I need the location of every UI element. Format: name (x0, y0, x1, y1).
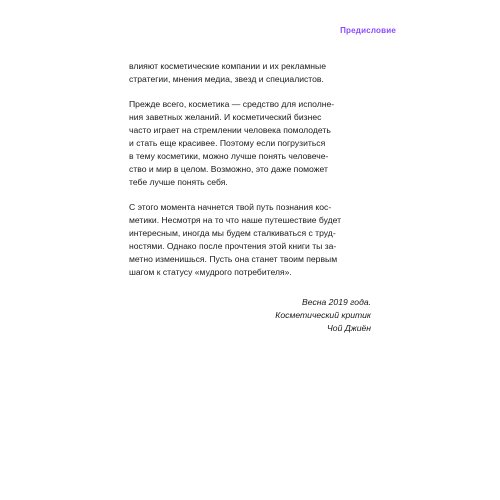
text-line: интересным, иногда мы будем сталкиваться с труд- (129, 228, 336, 238)
running-header: Предисловие (340, 26, 396, 35)
text-line: ностями. Однако после прочтения этой книги ты за- (129, 241, 337, 251)
text-line: ния заветных желаний. И косметический бизнес (129, 112, 322, 122)
text-line: Прежде всего, косметика — средство для исполне- (129, 99, 335, 109)
text-line: стратегии, мнения медиа, звезд и специалистов. (129, 74, 324, 84)
text-line: и стать еще красивее. Поэтому если погрузиться (129, 138, 326, 148)
text-line: метно изменишься. Пусть она станет твоим первым (129, 254, 338, 264)
text-line: влияют косметические компании и их рекламные (129, 61, 326, 71)
text-line: тебе лучше понять себя. (129, 177, 228, 187)
paragraph (129, 98, 371, 189)
body-text (129, 60, 371, 291)
paragraph (129, 60, 371, 86)
signature (275, 296, 371, 335)
text-line: ство и мир в целом. Возможно, это даже поможет (129, 164, 328, 174)
signature-date: Весна 2019 года. (302, 297, 371, 307)
signature-role: Косметический критик (275, 310, 371, 320)
text-line: в тему косметики, можно лучше понять человече- (129, 151, 329, 161)
signature-name: Чой Джиён (327, 323, 371, 333)
text-line: метики. Несмотря на то что наше путешествие будет (129, 215, 342, 225)
text-line: часто играет на стремлении человека помолодеть (129, 125, 331, 135)
paragraph (129, 201, 371, 279)
text-line: шагом к статусу «мудрого потребителя». (129, 267, 292, 277)
text-line: С этого момента начнется твой путь познания кос- (129, 202, 332, 212)
